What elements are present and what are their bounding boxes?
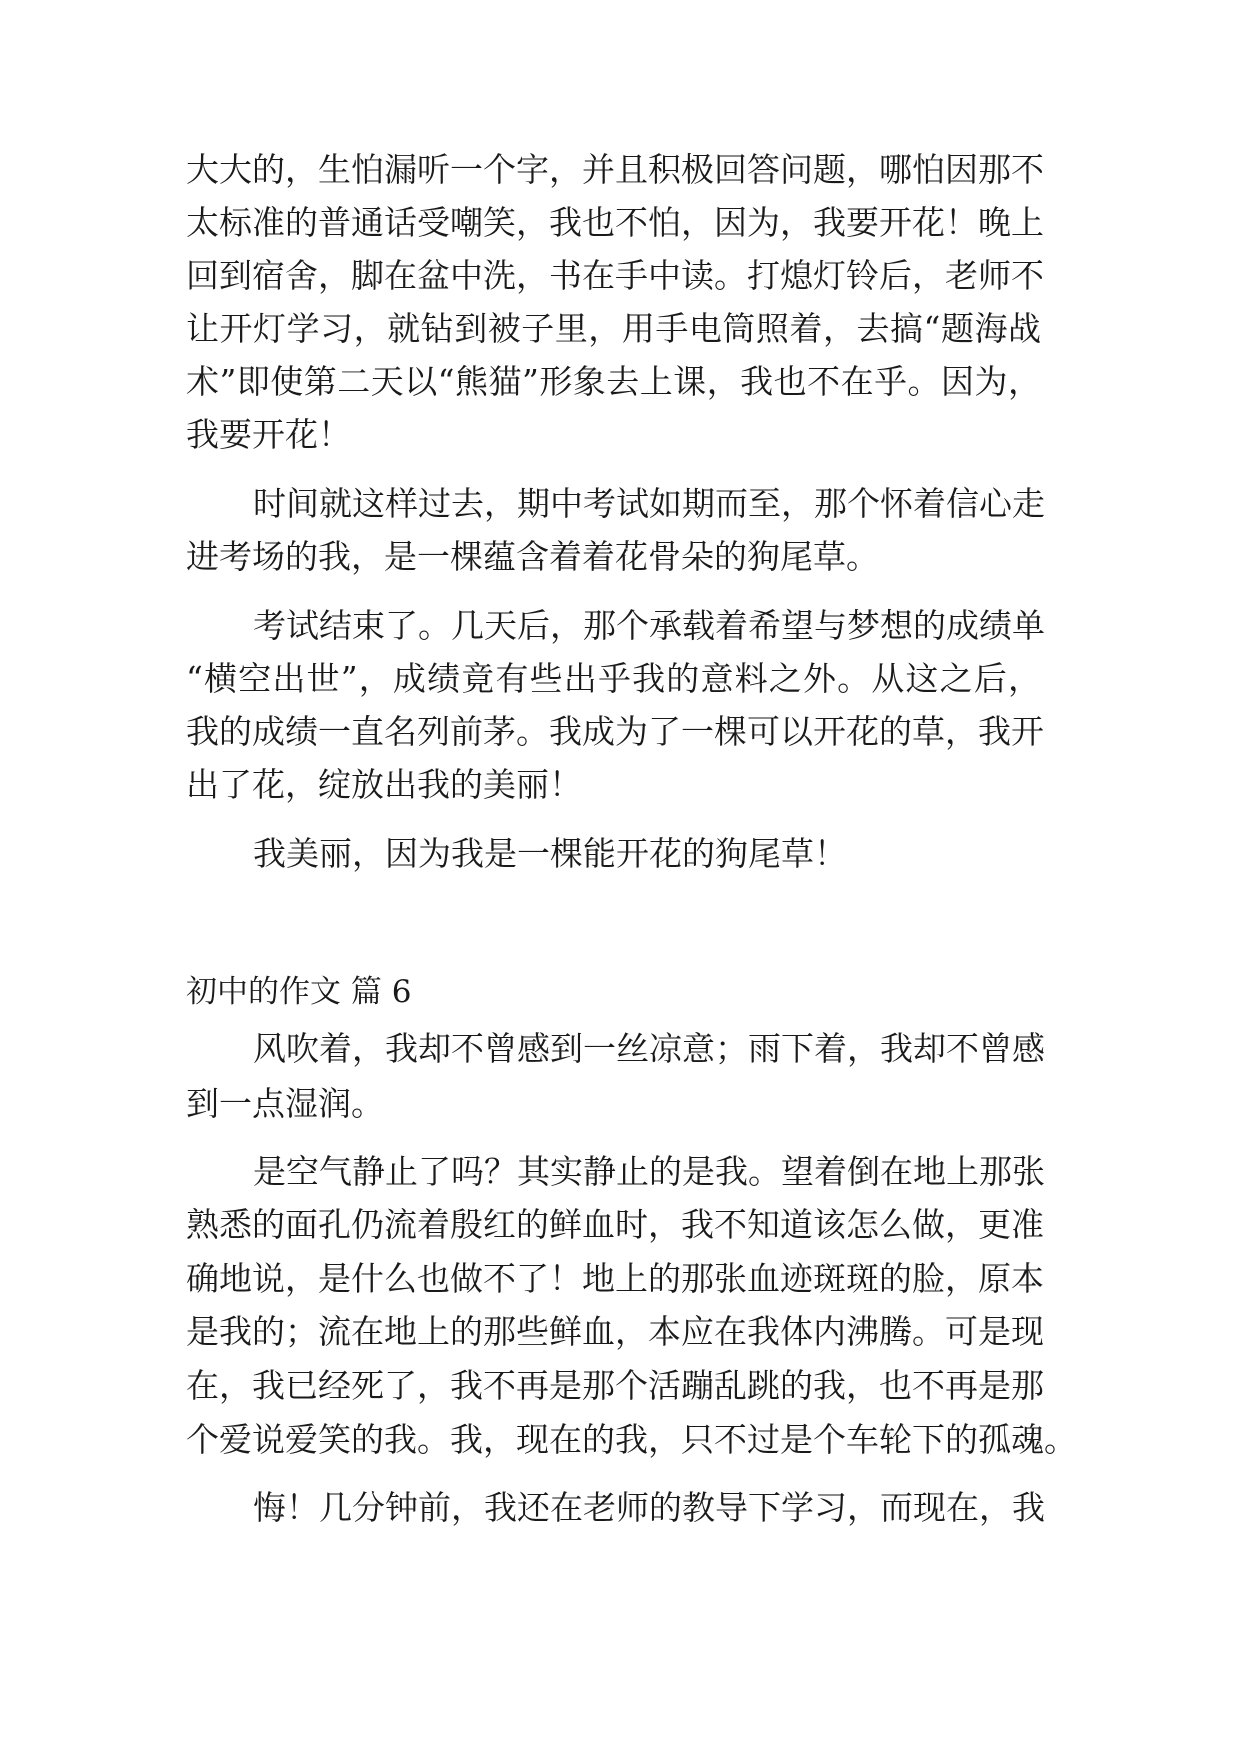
text-line [0, 598, 1241, 654]
text-line [0, 1021, 1241, 1077]
text-line [0, 476, 1241, 532]
text-line-content: 悔！几分钟前，我还在老师的教导下学习，而现在，我 [253, 1488, 1045, 1527]
text-line [0, 1251, 1241, 1307]
text-line-content: 考试结束了。几天后，那个承载着希望与梦想的成绩单 [253, 606, 1045, 645]
text-line [0, 407, 1241, 463]
text-line-content: “横空出世”，成绩竟有些出乎我的意料之外。从这之后， [186, 659, 1041, 698]
text-line [0, 195, 1241, 251]
text-line-content: 回到宿舍，脚在盆中洗，书在手中读。打熄灯铃后，老师不 [186, 256, 1044, 295]
text-line [0, 1304, 1241, 1360]
text-line-content: 太标准的普通话受嘲笑，我也不怕，因为，我要开花！晚上 [186, 203, 1044, 242]
text-line-content: 是我的；流在地上的那些鲜血，本应在我体内沸腾。可是现 [186, 1312, 1044, 1351]
text-line-content: 到一点湿润。 [186, 1084, 384, 1123]
text-line [0, 1358, 1241, 1414]
text-line [0, 1412, 1241, 1468]
text-line-content: 时间就这样过去，期中考试如期而至，那个怀着信心走 [253, 484, 1045, 523]
text-line [0, 142, 1241, 198]
text-line-content: 出了花，绽放出我的美丽！ [186, 765, 582, 804]
section-heading [0, 964, 1241, 1020]
text-line [0, 1144, 1241, 1200]
text-line [0, 757, 1241, 813]
text-line-content: 术”即使第二天以“熊猫”形象去上课，我也不在乎。因为， [186, 362, 1041, 401]
text-line-content: 我要开花！ [186, 415, 351, 454]
text-line-content: 风吹着，我却不曾感到一丝凉意；雨下着，我却不曾感 [253, 1029, 1045, 1068]
text-line-content: 在，我已经死了，我不再是那个活蹦乱跳的我，也不再是那 [186, 1366, 1044, 1405]
text-line-content: 确地说，是什么也做不了！地上的那张血迹斑斑的脸，原本 [186, 1259, 1044, 1298]
text-line-content: 我的成绩一直名列前茅。我成为了一棵可以开花的草，我开 [186, 712, 1044, 751]
text-line-content: 熟悉的面孔仍流着殷红的鲜血时，我不知道该怎么做，更准 [186, 1205, 1044, 1244]
text-line-content: 进考场的我，是一棵蕴含着着花骨朵的狗尾草。 [186, 537, 879, 576]
text-line-content: 个爱说爱笑的我。我，现在的我，只不过是个车轮下的孤魂。 [186, 1420, 1077, 1459]
text-line [0, 1076, 1241, 1132]
text-line [0, 1480, 1241, 1536]
text-line [0, 529, 1241, 585]
text-line [0, 704, 1241, 760]
section-heading-text: 初中的作文 篇 6 [186, 974, 412, 1010]
text-line [0, 651, 1241, 707]
text-line [0, 354, 1241, 410]
text-line [0, 301, 1241, 357]
text-line [0, 248, 1241, 304]
text-line-content: 大大的，生怕漏听一个字，并且积极回答问题，哪怕因那不 [186, 150, 1044, 189]
text-line-content: 让开灯学习，就钻到被子里，用手电筒照着，去搞“题海战 [186, 309, 1041, 348]
text-line [0, 1197, 1241, 1253]
text-line [0, 826, 1241, 882]
text-line-content: 我美丽，因为我是一棵能开花的狗尾草！ [253, 834, 847, 873]
text-line-content: 是空气静止了吗？其实静止的是我。望着倒在地上那张 [253, 1152, 1045, 1191]
